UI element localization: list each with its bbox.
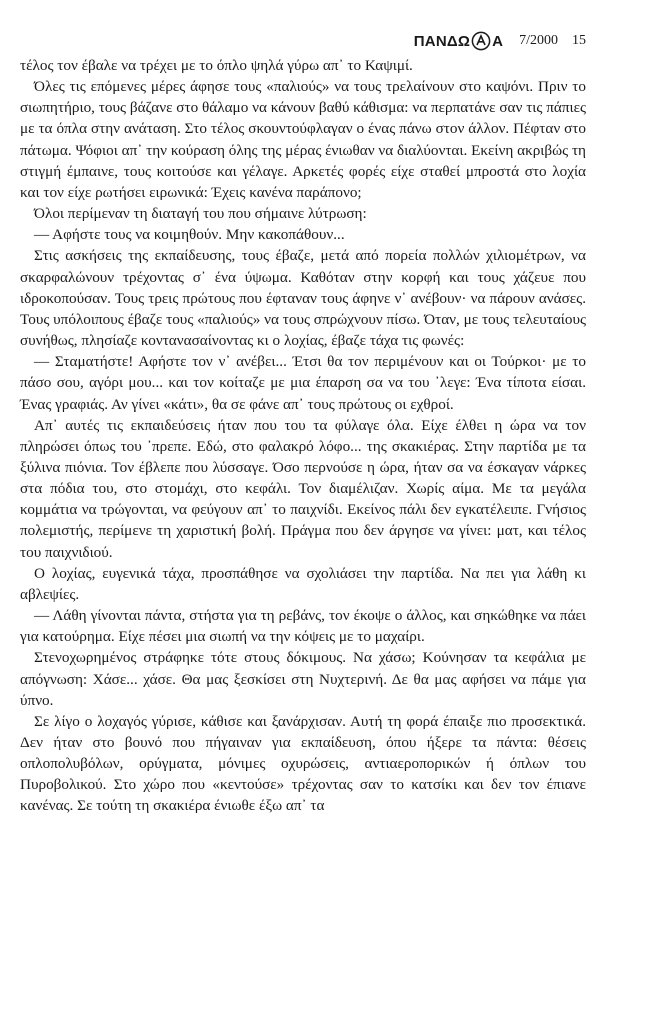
issue-date: 7/2000 xyxy=(519,33,558,48)
paragraph: Όλοι περίμεναν τη διαταγή του που σήμαινε λύτρωση: xyxy=(34,205,367,223)
logo-text-right: Α xyxy=(492,32,504,50)
paragraph: — Σταματήστε! Αφήστε τον ν᾿ ανέβει... Έτσι θα τον περιμένουν και οι Τούρκοι· με το πάσο σου, αγόρι μου... και τον κοίταζε με μια έπαρση σα να του ᾿λεγε: Ένα τίποτα είσαι. Ένας γραφιάς. Αν γίνει «κάτι», θα σε φάνε απ᾿ τους πρώτους οι εχθροί. xyxy=(20,353,586,413)
paragraph: Ο λοχίας, ευγενικά τάχα, προσπάθησε να σχολιάσει την παρτίδα. Να πει για λάθη κι αβλεψίες. xyxy=(20,564,586,603)
page-number: 15 xyxy=(572,33,586,48)
paragraph: Απ᾿ αυτές τις εκπαιδεύσεις ήταν που του τα φύλαγε όλα. Είχε έλθει η ώρα να τον πληρώσει όπως του ᾿πρεπε. Εδώ, στο φαλακρό λόφο... της σκακιέρας. Στην παρτίδα με τα ξύλινα πιόνια. Τον έβλεπε που λύσσαγε. Όσο περνούσε η ώρα, ήταν σα να έσκαγαν νάρκες στα πόδια του, στο στομάχι, στο κεφάλι. Τον διαμέλιζαν. Χωρίς αίμα. Με τα μεγάλα κομμάτια να τρώγονται, να φεύγουν απ᾿ το παιχνίδι. Εκείνος πάλι δεν εγκατέλειπε. Γνήσιος πολεμιστής, περίμενε τη χαριστική βολή. Πράγμα που δεν άργησε να γίνει: ματ, και τέλος του παιχνιδιού. xyxy=(20,416,586,561)
magazine-logo xyxy=(414,31,503,51)
paragraph: — Λάθη γίνονται πάντα, στήστα για τη ρεβάνς, τον έκοψε ο άλλος, και σηκώθηκε να πάει για κατούρημα. Είχε πέσει μια σιωπή να την κόψεις με το μαχαίρι. xyxy=(20,607,586,646)
paragraph: Στις ασκήσεις της εκπαίδευσης, τους έβαζε, μετά από πορεία πολλών χιλιομέτρων, να σκαρφαλώνουν τρέχοντας σ᾿ ένα ύψωμα. Καθόταν στην κορφή και τους χάζευε που ιδροκοπούσαν. Τους τρεις πρώτους που έφταναν τους άφηνε ν᾿ ανέβουν· να πάρουν ανάσες. Τους υπόλοιπους έβαζε τους «παλιούς» να τους σπρώχνουν πίσω. Όταν, με τους τελευταίους συνήθως, πλησίαζε κοντανασαίνοντας κι ο λοχίας, έβαζε τάχα τις φωνές: xyxy=(20,247,586,350)
article-body xyxy=(20,55,586,817)
paragraph: — Αφήστε τους να κοιμηθούν. Μην κακοπάθουν... xyxy=(34,226,345,244)
paragraph: τέλος τον έβαλε να τρέχει με το όπλο ψηλά γύρω απ᾿ το Καψιμί. xyxy=(20,57,413,74)
paragraph: Σε λίγο ο λοχαγός γύρισε, κάθισε και ξανάρχισαν. Αυτή τη φορά έπαιξε πιο προσεκτικά. Δεν ήταν στο βουνό που πήγαιναν για εκπαίδευση, όπου ήξερε τα πάντα: θέσεις οπλοπολυβόλων, ορύγματα, μόνιμες οχυρώσεις, αντιαεροπορικών ή όπλων του Πυροβολικού. Στο χώρο που «κεντούσε» τρέχοντας σαν το κατσίκι και δεν τον έπιανε κανένας. Σε τούτη τη σκακιέρα ένιωθε έξω απ᾿ τα xyxy=(20,712,586,815)
running-header xyxy=(406,30,586,52)
logo-text-left: ΠΑΝΔΩ xyxy=(413,32,471,50)
paragraph: Όλες τις επόμενες μέρες άφησε τους «παλιούς» να τους τρελαίνουν στο καψόνι. Πριν το σιωπητήριο, τους βάζανε στο θάλαμο να κάνουν βαθύ κάθισμα: να περπατάνε σαν τις πάπιες με τα όπλα στην ανάταση. Στο τέλος σκουντούφλαγαν ο ένας πάνω στον άλλον. Πέφταν στο πάτωμα. Ψόφιοι απ᾿ την κούραση όλης της μέρας ένιωθαν να διαλύονται. Εκείνη ακριβώς τη στιγμή έμπαινε, τους κοιτούσε και γέλαγε. Αρκετές φορές είχε σταθεί μπροστά στο λοχία και τον είχε ρωτήσει ειρωνικά: Έχεις κανένα παράπονο; xyxy=(20,78,586,201)
logo-emblem-icon xyxy=(471,31,491,51)
paragraph: Στενοχωρημένος στράφηκε τότε στους δόκιμους. Να χάσω; Κούνησαν τα κεφάλια με απόγνωση: Χάσε... χάσε. Θα μας ξεσκίσει στη Νυχτερινή. Δε θα μας αφήσει να πάμε για ύπνο. xyxy=(20,649,586,709)
